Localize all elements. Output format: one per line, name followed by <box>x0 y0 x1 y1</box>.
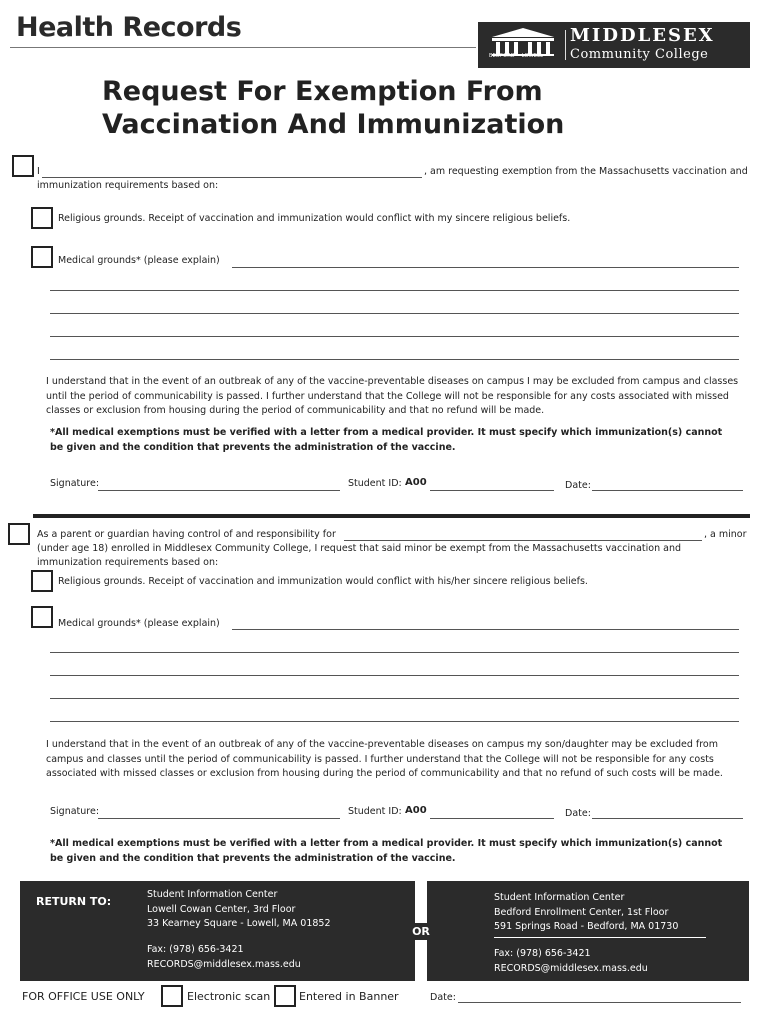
explain-line[interactable] <box>50 290 739 291</box>
electronic-scan-checkbox[interactable] <box>161 985 183 1007</box>
explain-line[interactable] <box>50 698 739 699</box>
logo-subtitle: Community College <box>570 47 709 62</box>
or-label: OR <box>410 923 432 940</box>
self-request-checkbox[interactable] <box>12 155 34 177</box>
office-date-line[interactable] <box>458 1002 741 1003</box>
lowell-contact: Fax: (978) 656-3421 RECORDS@middlesex.mass.edu <box>147 944 301 970</box>
guardian-signature-label: Signature: <box>50 806 100 817</box>
explain-line[interactable] <box>50 652 739 653</box>
guardian-intro-suffix: , a minor <box>704 529 747 540</box>
signature-line[interactable] <box>98 490 340 491</box>
guardian-date-line[interactable] <box>592 818 743 819</box>
electronic-scan-label: Electronic scan <box>187 990 271 1003</box>
guardian-religious-checkbox[interactable] <box>31 570 53 592</box>
religious-grounds-label: Religious grounds. Receipt of vaccination and immunization would conflict with my sincere religious beliefs. <box>58 213 571 224</box>
understanding-paragraph: I understand that in the event of an outbreak of any of the vaccine-preventable diseases on campus I may be excluded from campus and classes until the period of communicability is passed. I further understand that the College will not be responsible for any costs associated with missed classes or exclusion from housing during the period of communicability and that no refund will be made. <box>46 376 739 416</box>
guardian-medical-verification-note: *All medical exemptions must be verified with a letter from a medical provider. It must specify which immunization(s) cannot be given and the condition that prevents the administration of the vaccine. <box>50 838 723 864</box>
return-to-panel <box>20 881 749 981</box>
logo-separator <box>565 30 566 60</box>
explain-line[interactable] <box>232 629 739 630</box>
section-divider <box>33 514 750 518</box>
guardian-date-label: Date: <box>565 808 591 819</box>
entered-in-banner-checkbox[interactable] <box>274 985 296 1007</box>
explain-line[interactable] <box>50 313 739 314</box>
header-rule <box>10 47 476 48</box>
lowell-address: Student Information Center Lowell Cowan Center, 3rd Floor 33 Kearney Square - Lowell, MA 01852 <box>147 889 331 929</box>
office-date-label: Date: <box>430 992 456 1003</box>
date-label: Date: <box>565 480 591 491</box>
self-intro-prefix: I <box>37 166 40 177</box>
logo-locations: BEDFORD • LOWELL <box>489 53 544 59</box>
explain-line[interactable] <box>50 721 739 722</box>
explain-line[interactable] <box>50 359 739 360</box>
signature-label: Signature: <box>50 478 100 489</box>
guardian-intro-line3: immunization requirements based on: <box>37 557 219 568</box>
guardian-understanding-paragraph: I understand that in the event of an outbreak of any of the vaccine-preventable diseases on campus my son/daughter may be excluded from campus and classes until the period of communicability is passed. I further understand that the College will not be responsible for any costs associated with missed classes or exclusion from housing during the period of communicability and that no refund of such costs will be made. <box>46 739 723 779</box>
medical-grounds-checkbox[interactable] <box>31 246 53 268</box>
minor-name-line[interactable] <box>344 540 702 541</box>
self-intro-line2: immunization requirements based on: <box>37 180 219 191</box>
guardian-student-id-line[interactable] <box>430 818 554 819</box>
entered-in-banner-label: Entered in Banner <box>299 990 399 1003</box>
guardian-religious-label: Religious grounds. Receipt of vaccination and immunization would conflict with his/her sincere religious beliefs. <box>58 576 588 587</box>
bedford-separator <box>494 937 706 938</box>
date-line[interactable] <box>592 490 743 491</box>
name-input-line[interactable] <box>42 177 422 178</box>
guardian-intro-prefix: As a parent or guardian having control of and responsibility for <box>37 529 336 540</box>
college-logo <box>478 22 750 68</box>
guardian-student-id-prefix: A00 <box>405 805 427 816</box>
guardian-request-checkbox[interactable] <box>8 523 30 545</box>
explain-line[interactable] <box>50 336 739 337</box>
explain-line[interactable] <box>232 267 739 268</box>
form-title-line1: Request For Exemption From <box>102 76 543 107</box>
form-title-line2: Vaccination And Immunization <box>102 109 565 140</box>
guardian-medical-checkbox[interactable] <box>31 606 53 628</box>
form-title <box>102 75 564 141</box>
guardian-student-id-label: Student ID: <box>348 806 402 817</box>
guardian-medical-label: Medical grounds* (please explain) <box>58 618 220 629</box>
medical-grounds-label: Medical grounds* (please explain) <box>58 255 220 266</box>
page-title: Health Records <box>16 12 242 43</box>
medical-verification-note: *All medical exemptions must be verified with a letter from a medical provider. It must specify which immunization(s) cannot be given and the condition that prevents the administration of the vaccine. <box>50 427 723 453</box>
bedford-contact: Fax: (978) 656-3421 RECORDS@middlesex.mass.edu <box>494 948 648 974</box>
student-id-label: Student ID: <box>348 478 402 489</box>
bedford-address: Student Information Center Bedford Enrollment Center, 1st Floor 591 Springs Road - Bedford, MA 01730 <box>494 892 679 932</box>
logo-name: MIDDLESEX <box>570 25 715 46</box>
return-to-label: RETURN TO: <box>36 895 112 908</box>
office-use-label: FOR OFFICE USE ONLY <box>22 990 145 1003</box>
guardian-signature-line[interactable] <box>98 818 340 819</box>
self-intro-suffix: , am requesting exemption from the Massachusetts vaccination and <box>424 166 748 177</box>
guardian-intro-line2: (under age 18) enrolled in Middlesex Community College, I request that said minor be exempt from the Massachusetts vaccination and <box>37 543 682 554</box>
explain-line[interactable] <box>50 675 739 676</box>
student-id-prefix: A00 <box>405 477 427 488</box>
student-id-line[interactable] <box>430 490 554 491</box>
religious-grounds-checkbox[interactable] <box>31 207 53 229</box>
